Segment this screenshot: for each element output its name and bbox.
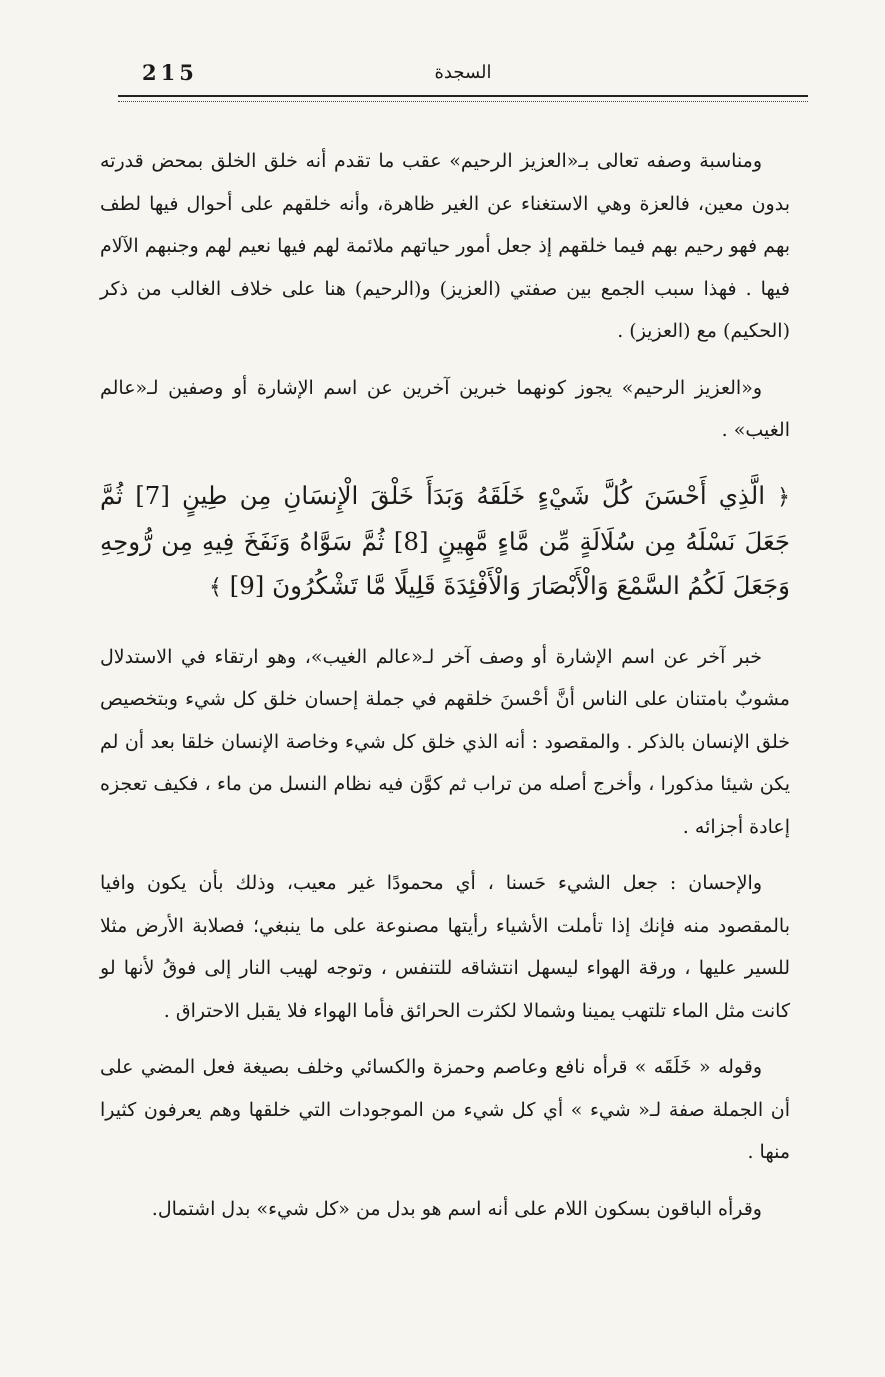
paragraph-reading-others: وقرأه الباقون بسكون اللام على أنه اسم هو بدل من «كل شيء» بدل اشتمال. xyxy=(151,1197,762,1220)
paragraph-commentary: خبر آخر عن اسم الإشارة أو وصف آخر لـ«عالم الغيب»، وهو ارتقاء في الاستدلال مشوبٌ بامتنان على الناس أنَّ أحْسنَ خلقهم في جملة إحسان خلق كل شيء وبتخصيص خلق الإنسان بالذكر . والمقصود : أنه الذي خلق كل شيء وخاصة الإنسان خلقا بعد أن لم يكن شيئا مذكورا ، وأخرج أصله من تراب ثم كوَّن فيه نظام النسل من ماء ، فكيف تعجزه إعادة أجزائه . xyxy=(100,645,790,838)
running-title: السجدة xyxy=(434,62,492,83)
header-rule-dotted xyxy=(118,101,808,102)
verse-text: الَّذِي أَحْسَنَ كُلَّ شَيْءٍ خَلَقَهُ وَبَدَأَ خَلْقَ الْإِنسَانِ مِن طِينٍ [7] ثُمَّ جَعَلَ نَسْلَهُ مِن سُلَالَةٍ مِّن مَّاءٍ مَّهِينٍ [8] ثُمَّ سَوَّاهُ وَنَفَخَ فِيهِ مِن رُّوحِهِ وَجَعَلَ لَكُمُ السَّمْعَ وَالْأَبْصَارَ وَالْأَفْئِدَةَ قَلِيلًا مَّا تَشْكُرُونَ [9] xyxy=(100,480,791,600)
paragraph-predicate: و«العزيز الرحيم» يجوز كونهما خبرين آخرين عن اسم الإشارة أو وصفين لـ«عالم الغيب» . xyxy=(100,376,790,441)
page-number: 215 xyxy=(142,60,198,85)
page-header xyxy=(118,58,808,92)
verse-close-bracket: ﴾ xyxy=(208,574,222,600)
verse-open-bracket: ﴿ xyxy=(777,484,790,510)
paragraph-reading-nafi: وقوله « خَلَقَه » قرأه نافع وعاصم وحمزة والكسائي وخلف بصيغة فعل المضي على أن الجملة صفة لـ« شيء » أي كل شيء من الموجودات التي خلقها وهم يعرفون كثيرا منها . xyxy=(100,1056,790,1163)
header-rule xyxy=(118,95,808,97)
paragraph-intro: ومناسبة وصفه تعالى بـ«العزيز الرحيم» عقب ما تقدم أنه خلق الخلق بمحض قدرته بدون معين، فالعزة وهي الاستغناء عن الغير ظاهرة، وأنه خلقهم على أحوال فيها لطف بهم فهو رحيم بهم فيما خلقهم إذ جعل أمور حياتهم ملائمة لهم فيها نعيم لهم وجنبهم الآلام فيها . فهذا سبب الجمع بين صفتي (العزيز) و(الرحيم) هنا على خلاف الغالب من ذكر (الحكيم) مع (العزيز) . xyxy=(100,150,790,342)
quran-verse xyxy=(100,474,790,610)
body-text xyxy=(100,140,790,1244)
paragraph-ihsan: والإحسان : جعل الشيء حَسنا ، أي محمودًا غير معيب، وذلك بأن يكون وافيا بالمقصود منه فإنك إذا تأملت الأشياء رأيتها مصنوعة على ما ينبغي؛ فصلابة الأرض مثلا للسير عليها ، ورقة الهواء ليسهل انتشاقه للتنفس ، وتوجه لهيب النار إلى فوقُ لأنها لو كانت مثل الماء تلتهب يمينا وشمالا لكثرت الحرائق فأما الهواء فلا يقبل الاحتراق . xyxy=(100,872,790,1022)
